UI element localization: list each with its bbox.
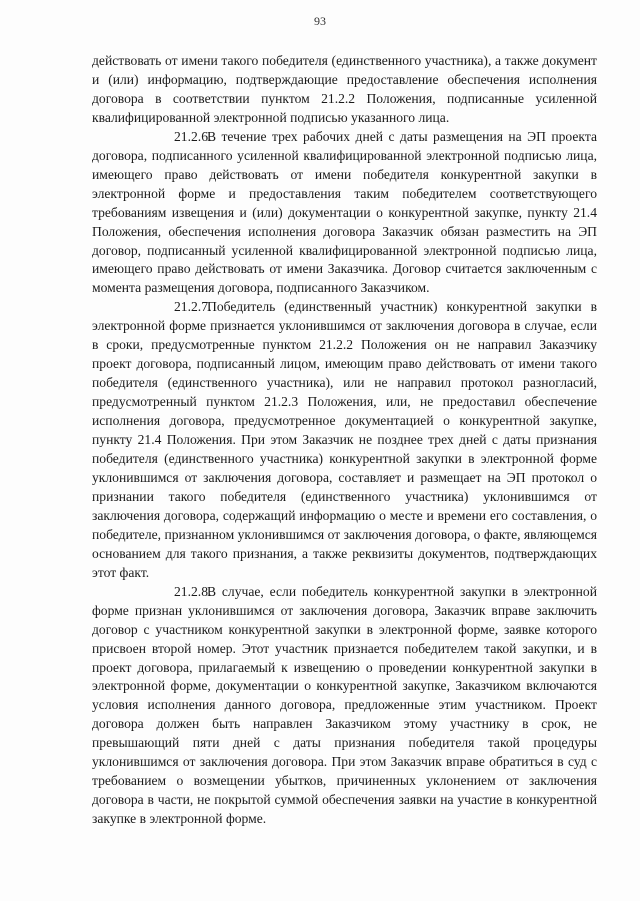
page-number: 93 — [314, 14, 326, 28]
paragraph-continuation — [92, 52, 597, 128]
paragraph-21-2-7 — [92, 298, 597, 582]
paragraph-text: действовать от имени такого победителя (единственного участника), а также документ и (или) информацию, подтверждающие предоставление обеспечения исполнения договора в соответствии пунктом 21.2.2 Положения, подписанные усиленной квалифицированной электронной подписью указанного лица. — [92, 53, 597, 125]
paragraph-number: 21.2.6. — [174, 128, 212, 144]
paragraph-21-2-6 — [92, 128, 597, 299]
paragraph-text: Победитель (единственный участник) конкурентной закупки в электронной форме признается уклонившимся от заключения договора в случае, если в сроки, предусмотренные пунктом 21.2.2 Положения он не направил Заказчику проект договора, подписанный лицом, имеющим право действовать от имени такого победителя (единственного участника), или не направил протокол разногласий, предусмотренный пунктом 21.2.3 Положения, или, не предоставил обеспечение исполнения договора, предусмотренное документацией о конкурентной закупке, пункту 21.4 Положения. При этом Заказчик не позднее трех дней с даты признания победителя (единственного участника) конкурентной закупки в электронной форме уклонившимся от заключения договора, составляет и размещает на ЭП протокол о признании такого победителя (единственного участника) уклонившимся от заключения договора, содержащий информацию о месте и времени его составления, о победителе, признанном уклонившимся от заключения договора, о факте, являющемся основанием для такого признания, а также реквизиты документов, подтверждающих этот факт. — [92, 299, 597, 580]
paragraph-number: 21.2.7. — [174, 299, 212, 315]
paragraph-number: 21.2.8. — [174, 583, 212, 599]
paragraph-text: В течение трех рабочих дней с даты размещения на ЭП проекта договора, подписанного усиленной квалифицированной электронной подписью лица, имеющего право действовать от имени победителя конкурентной закупки в электронной форме и предоставления таким победителем соответствующего требованиям извещения и (или) документации о конкурентной закупке, пункту 21.4 Положения, обеспечения исполнения договора Заказчик обязан разместить на ЭП договор, подписанный усиленной квалифицированной электронной подписью лица, имеющего право действовать от имени Заказчика. Договор считается заключенным с момента размещения договора, подписанного Заказчиком. — [92, 128, 597, 296]
paragraph-21-2-8 — [92, 583, 597, 829]
document-body — [92, 52, 597, 829]
paragraph-text: В случае, если победитель конкурентной закупки в электронной форме признан уклонившимся от заключения договора, Заказчик вправе заключить договор с участником конкурентной закупки в электронной форме, заявке которого присвоен второй номер. Этот участник признается победителем такой закупки, и в проект договора, прилагаемый к извещению о проведении конкурентной закупки в электронной форме, документации о конкурентной закупке, Заказчиком включаются условия исполнения данного договора, предложенные этим участником. Проект договора должен быть направлен Заказчиком этому участнику в срок, не превышающий пяти дней с даты признания победителя такой процедуры уклонившимся от заключения договора. При этом Заказчик вправе обратиться в суд с требованием о возмещении убытков, причиненных уклонением от заключения договора в части, не покрытой суммой обеспечения заявки на участие в конкурентной закупке в электронной форме. — [92, 583, 597, 827]
